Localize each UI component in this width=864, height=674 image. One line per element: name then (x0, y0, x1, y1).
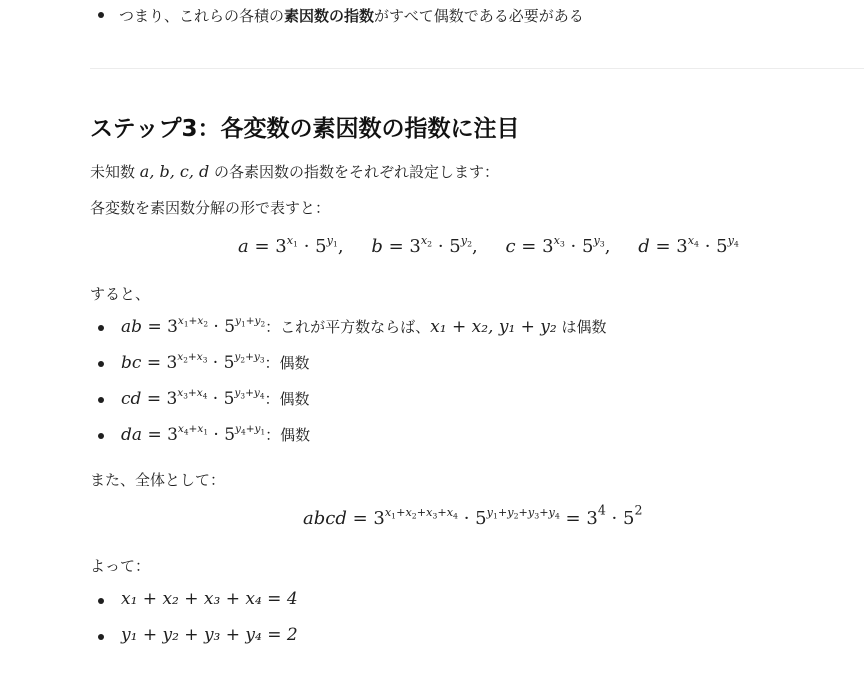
bullet-dot (98, 325, 104, 331)
top-bullet-text (119, 5, 584, 26)
bullet-ab-lhs: ab (121, 317, 143, 337)
bullet-dot (98, 598, 104, 604)
paragraph-therefore: よって： (90, 557, 151, 575)
bullet-bc-lhs: bc (121, 353, 142, 373)
bullet-da-lhs: da (121, 425, 143, 445)
bullet-cd-note: ：偶数 (264, 390, 310, 408)
bullet-cd-lhs: cd (121, 389, 142, 409)
paragraph-factorization: 各変数を素因数分解の形で表すと： (90, 199, 331, 217)
equation-product: abcd = $3^{x_1+x_2+x_3+x_4} \cdot 5^{y_1+y_2+y_3+y_4} = 3^4 \cdot 5^2$ (303, 502, 643, 529)
equation-factorization: $a = 3^{x_1} \cdot 5^{y_1}$, $b = 3^{x_2} \cdot 5^{y_2}$, $c = 3^{x_3} \cdot 5^{y_3}$, $d = 3^{x_4} \cdot 5^{y_4}$ (238, 233, 739, 257)
bullet-dot (98, 634, 104, 640)
top-bullet-post: がすべて偶数である必要がある (374, 7, 584, 25)
bullet-ab-note: ：これが平方数ならば、 (265, 318, 431, 336)
bullet-ab: ab = $3^{x_1+x_2} \cdot 5^{y_1+y_2}$：これが平方数ならば、x₁ + x₂, y₁ + y₂ は偶数 (121, 315, 607, 337)
top-bullet-pre: つまり、これらの各積の (119, 7, 285, 25)
p1-post: の各素因数の指数をそれぞれ設定します： (209, 163, 500, 181)
paragraph-then: すると、 (90, 285, 151, 303)
bullet-ab-condition: x₁ + x₂, y₁ + y₂ (430, 317, 557, 337)
bullet-da-note: ：偶数 (265, 426, 311, 444)
bullet-cd: cd = $3^{x_3+x_4} \cdot 5^{y_3+y_4}$：偶数 (121, 387, 310, 409)
bullet-dot (98, 433, 104, 439)
section-heading: ステップ3：各変数の素因数の指数に注目 (90, 116, 520, 142)
bullet-bc-note: ：偶数 (264, 354, 310, 372)
paragraph-unknowns (90, 161, 499, 182)
bullet-dot (98, 397, 104, 403)
bullet-bc: bc = $3^{x_2+x_3} \cdot 5^{y_2+y_3}$：偶数 (121, 351, 310, 373)
bullet-dot (98, 12, 104, 18)
sum-y-equation: y₁ + y₂ + y₃ + y₄ = 2 (121, 625, 298, 645)
p1-pre: 未知数 (90, 163, 140, 181)
bullet-ab-tail: は偶数 (556, 318, 607, 336)
bullet-dot (98, 361, 104, 367)
top-bullet-bold: 素因数の指数 (284, 7, 375, 25)
sum-x-equation: x₁ + x₂ + x₃ + x₄ = 4 (121, 589, 298, 609)
section-divider (90, 68, 864, 69)
bullet-da: da = $3^{x_4+x_1} \cdot 5^{y_4+y_1}$：偶数 (121, 423, 311, 445)
p1-vars: a, b, c, d (139, 162, 210, 181)
paragraph-overall: また、全体として： (90, 471, 226, 489)
